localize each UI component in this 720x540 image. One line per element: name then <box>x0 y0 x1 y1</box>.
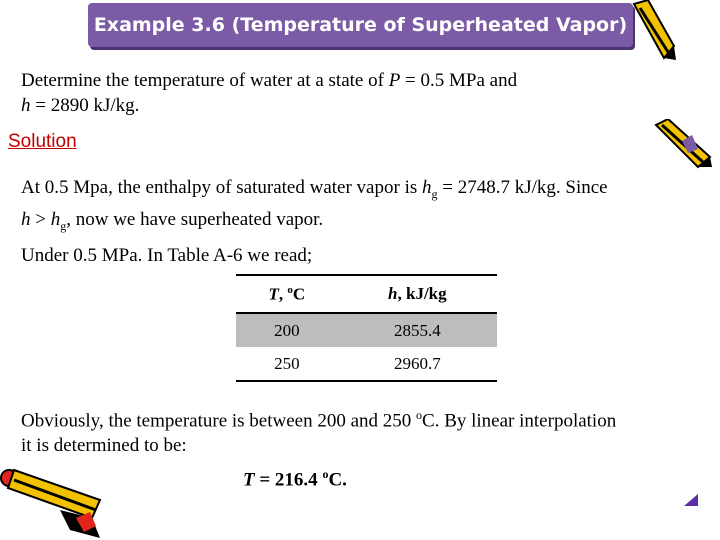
solution-heading: Solution <box>8 131 77 152</box>
pencil-decoration-top-right <box>628 0 678 62</box>
property-table <box>236 274 497 382</box>
table-row <box>236 347 497 381</box>
table-row <box>236 313 497 347</box>
pencil-decoration-right <box>652 119 714 169</box>
problem-statement: Determine the temperature of water at a state of P = 0.5 MPa and h = 2890 kJ/kg. <box>21 70 518 116</box>
table-cell: 2960.7 <box>338 347 497 381</box>
pencil-decoration-bottom-left <box>0 460 110 540</box>
title-banner <box>88 3 633 47</box>
header-temperature: T, $^o$C <box>236 275 338 313</box>
analysis-paragraph: At 0.5 Mpa, the enthalpy of saturated water vapor is $h_g = 2748.7$ kJ/kg. Since $h > h_g$, now we have superheated vapor. <box>21 177 608 233</box>
final-result: T = 216.4 $^o$C. <box>243 467 347 491</box>
table-header-row <box>236 275 497 313</box>
header-enthalpy: h, kJ/kg <box>338 275 497 313</box>
table-cell: 200 <box>236 313 338 347</box>
table-cell: 250 <box>236 347 338 381</box>
table-intro: Under 0.5 MPa. In Table A-6 we read; <box>21 245 313 266</box>
slide-title: Example 3.6 (Temperature of Superheated Vapor) <box>93 14 628 36</box>
table-cell: 2855.4 <box>338 313 497 347</box>
corner-arrow-icon <box>684 494 698 506</box>
conclusion-paragraph: Obviously, the temperature is between 200 and 250 $^o$C. By linear interpolation it is determined to be: <box>21 408 617 457</box>
